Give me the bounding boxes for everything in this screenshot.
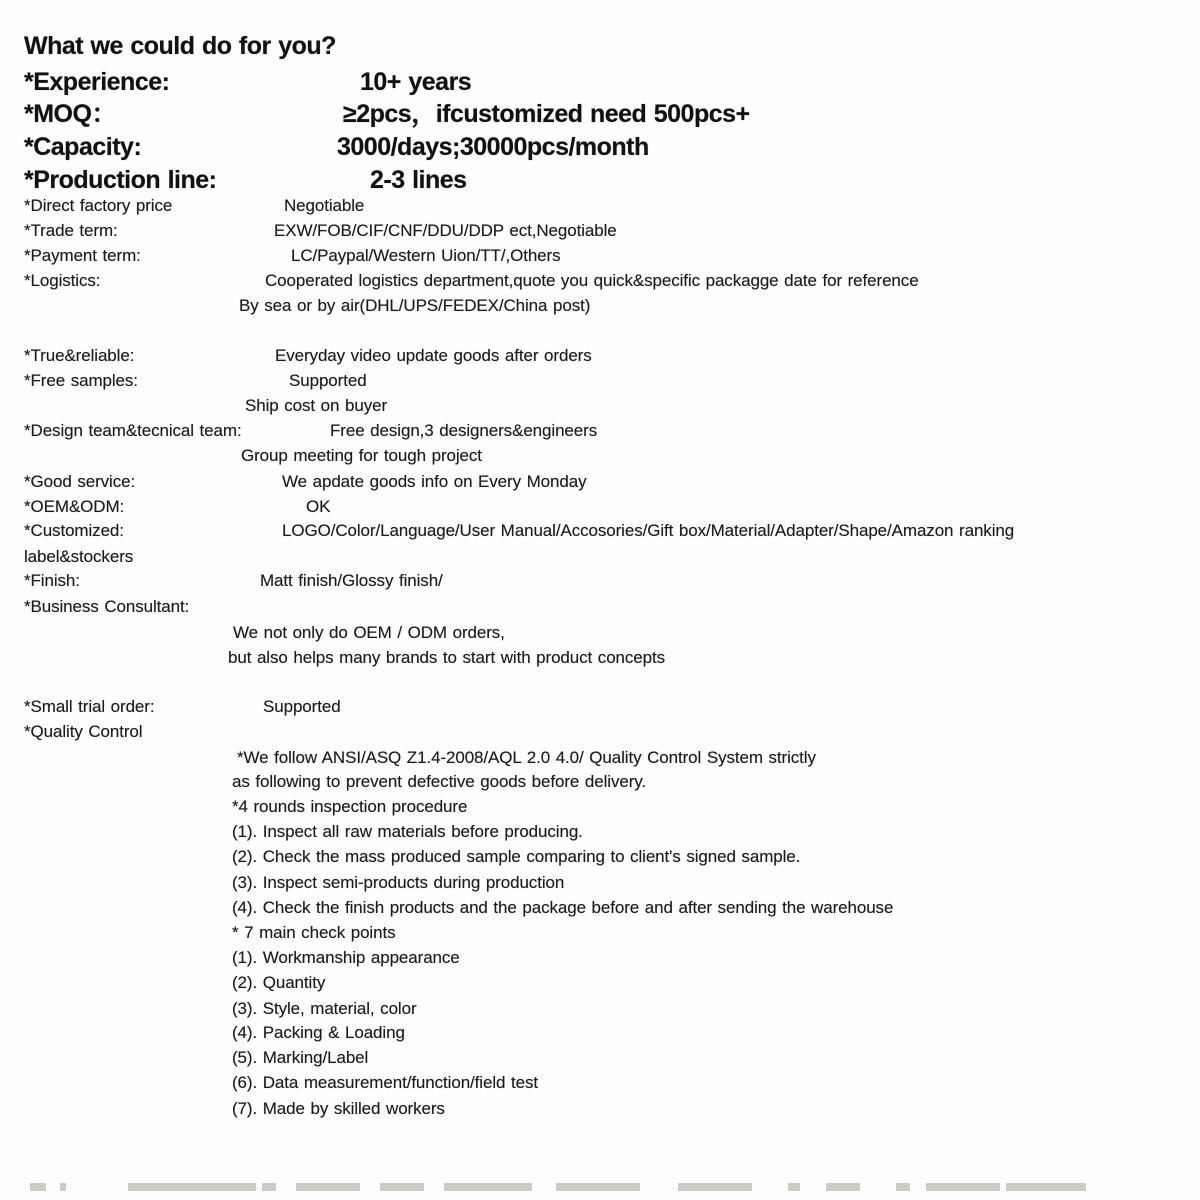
field-label: *Design team&tecnical team: [24, 421, 242, 440]
field-value: We apdate goods info on Every Monday [282, 472, 587, 491]
field-value-continuation: By sea or by air(DHL/UPS/FEDEX/China post) [239, 296, 591, 315]
field-value: Free design,3 designers&engineers [330, 421, 598, 440]
field-value-continuation: Group meeting for tough project [241, 446, 482, 465]
cutoff-text-strip [926, 1183, 1000, 1191]
field-label: *Logistics: [24, 271, 101, 290]
field-value: OK [306, 497, 331, 516]
page-title: What we could do for you? [24, 32, 336, 60]
cutoff-text-strip [262, 1183, 276, 1191]
list-item: (3). Style, material, color [232, 999, 417, 1018]
list-item: (3). Inspect semi-products during production [232, 873, 565, 892]
field-value-continuation: but also helps many brands to start with product concepts [228, 648, 666, 667]
field-value-continuation: Ship cost on buyer [245, 396, 388, 415]
field-value: Cooperated logistics department,quote you quick&specific packagge date for reference [265, 271, 919, 290]
list-item: (4). Check the finish products and the package before and after sending the warehouse [232, 898, 894, 917]
field-label: *Direct factory price [24, 196, 173, 215]
cutoff-text-strip [1006, 1183, 1086, 1191]
quality-note: as following to prevent defective goods before delivery. [232, 772, 647, 791]
quality-note: *We follow ANSI/ASQ Z1.4-2008/AQL 2.0 4.0/ Quality Control System strictly [237, 748, 816, 767]
list-item: (1). Inspect all raw materials before producing. [232, 822, 583, 841]
field-value: 10+ years [360, 68, 472, 96]
field-label: *Good service: [24, 472, 136, 491]
list-heading: *4 rounds inspection procedure [232, 797, 468, 816]
cutoff-text-strip [678, 1183, 752, 1191]
field-label: *True&reliable: [24, 346, 135, 365]
field-value: Negotiable [284, 196, 365, 215]
list-item: (1). Workmanship appearance [232, 948, 460, 967]
cutoff-text-strip [380, 1183, 424, 1191]
field-label: *Payment term: [24, 246, 141, 265]
field-value: LC/Paypal/Western Uion/TT/,Others [291, 246, 561, 265]
cutoff-text-strip [826, 1183, 860, 1191]
field-label: *Trade term: [24, 221, 118, 240]
field-value: Supported [289, 371, 367, 390]
list-item: (4). Packing & Loading [232, 1023, 405, 1042]
cutoff-text-strip [30, 1183, 46, 1191]
list-item: (2). Quantity [232, 973, 326, 992]
field-label: *Experience: [24, 68, 170, 96]
list-item: (6). Data measurement/function/field test [232, 1073, 538, 1092]
field-value: 2-3 lines [370, 166, 467, 194]
field-label: *OEM&ODM: [24, 497, 125, 516]
field-value: 3000/days;30000pcs/month [337, 133, 649, 161]
cutoff-text-strip [128, 1183, 256, 1191]
list-item: (7). Made by skilled workers [232, 1099, 445, 1118]
field-label: *MOQ： [24, 100, 116, 128]
cutoff-text-strip [556, 1183, 640, 1191]
field-label: *Small trial order: [24, 697, 155, 716]
list-heading: * 7 main check points [232, 923, 396, 942]
field-label: *Capacity: [24, 133, 142, 161]
field-value: Matt finish/Glossy finish/ [260, 571, 443, 590]
cutoff-text-strip [296, 1183, 360, 1191]
cutoff-text-strip [788, 1183, 800, 1191]
field-label: *Quality Control [24, 722, 143, 741]
field-label: *Business Consultant: [24, 597, 190, 616]
field-label: *Production line: [24, 166, 217, 194]
field-value-continuation: We not only do OEM / ODM orders, [233, 623, 505, 642]
field-value: ≥2pcs，ifcustomized need 500pcs+ [343, 100, 750, 128]
field-value: LOGO/Color/Language/User Manual/Accosories/Gift box/Material/Adapter/Shape/Amazon ranking [282, 521, 1015, 540]
field-label-continuation: label&stockers [24, 547, 134, 566]
field-label: *Free samples: [24, 371, 138, 390]
field-value: Supported [263, 697, 341, 716]
field-value: Everyday video update goods after orders [275, 346, 592, 365]
field-label: *Finish: [24, 571, 80, 590]
field-label: *Customized: [24, 521, 124, 540]
list-item: (2). Check the mass produced sample comparing to client's signed sample. [232, 847, 801, 866]
cutoff-text-strip [60, 1183, 66, 1191]
cutoff-text-strip [444, 1183, 532, 1191]
list-item: (5). Marking/Label [232, 1048, 369, 1067]
cutoff-text-strip [896, 1183, 910, 1191]
field-value: EXW/FOB/CIF/CNF/DDU/DDP ect,Negotiable [274, 221, 617, 240]
